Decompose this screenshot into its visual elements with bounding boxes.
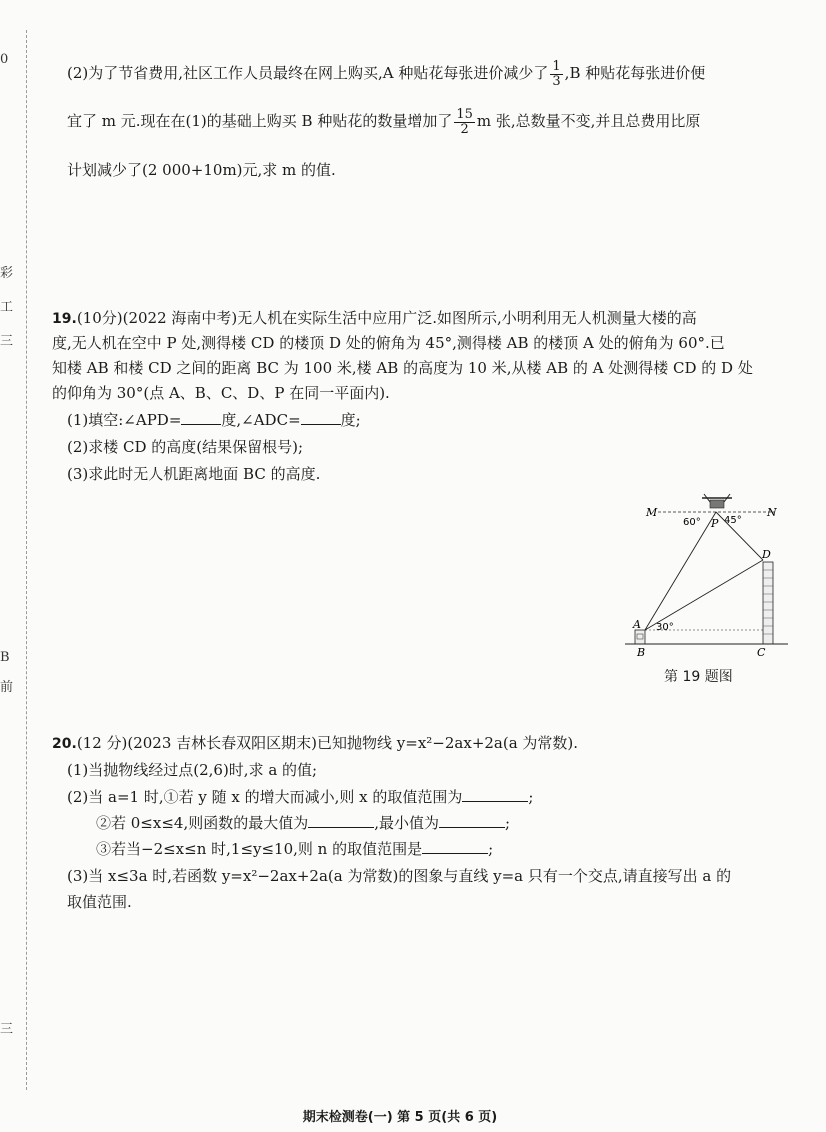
answer-blank[interactable] — [422, 841, 488, 854]
q19-sub2: (2)求楼 CD 的高度(结果保留根号); — [67, 438, 304, 456]
answer-blank[interactable] — [181, 412, 221, 425]
margin-mark: 三 — [0, 1022, 14, 1037]
angle-60-label: 60° — [683, 517, 701, 528]
q18-part2-line2: 宜了 m 元.现在在(1)的基础上购买 B 种贴花的数量增加了 $\frac{15}{2}$ m 张,总数量不变,并且总费用比原 — [67, 107, 701, 137]
margin-mark: B — [0, 650, 10, 665]
label-M: M — [646, 506, 658, 519]
q20-sub2-line3: ③若当−2≤x≤n 时,1≤y≤10,则 n 的取值范围是 ; — [96, 840, 494, 858]
label-B: B — [637, 646, 646, 659]
label-P: P — [711, 517, 719, 530]
q20-sub3-line1: (3)当 x≤3a 时,若函数 y=x²−2ax+2a(a 为常数)的图象与直线 y=a 只有一个交点,请直接写出 a 的 — [67, 867, 732, 885]
q19-sub3: (3)求此时无人机距离地面 BC 的高度. — [67, 465, 321, 483]
q20-sub3-line2: 取值范围. — [67, 893, 132, 911]
q19-line1: 19.(10分)(2022 海南中考)无人机在实际生活中应用广泛.如图所示,小明利用无人机测量大楼的高 — [52, 309, 697, 327]
margin-mark: 彩 — [0, 266, 14, 281]
drone-icon — [702, 494, 732, 508]
page-footer: 期末检测卷(一) 第 5 页(共 6 页) — [302, 1110, 498, 1125]
answer-blank[interactable] — [308, 815, 374, 828]
margin-mark: 0 — [0, 52, 9, 67]
q19-line3: 知楼 AB 和楼 CD 之间的距离 BC 为 100 米,楼 AB 的高度为 10 米,从楼 AB 的 A 处测得楼 CD 的 D 处 — [52, 359, 753, 377]
angle-30-label: 30° — [656, 622, 674, 633]
q20-line1: 20.(12 分)(2023 吉林长春双阳区期末)已知抛物线 y=x²−2ax+2a(a 为常数). — [52, 734, 579, 752]
q18-part2-line3: 计划减少了(2 000+10m)元,求 m 的值. — [67, 161, 336, 179]
label-D: D — [762, 548, 771, 561]
answer-blank[interactable] — [462, 789, 528, 802]
answer-blank[interactable] — [439, 815, 505, 828]
q19-sub1: (1)填空:∠APD= 度,∠ADC= 度; — [67, 411, 361, 429]
label-C: C — [757, 646, 766, 659]
q19-line4: 的仰角为 30°(点 A、B、C、D、P 在同一平面内). — [52, 384, 390, 402]
figure-caption: 第 19 题图 — [664, 669, 733, 685]
fraction: $\frac{1}{3}$ — [552, 59, 561, 89]
margin-mark: 三 — [0, 334, 14, 349]
margin-mark: 前 — [0, 680, 14, 695]
q20-sub2-line2: ②若 0≤x≤4,则函数的最大值为 ,最小值为 ; — [96, 814, 511, 832]
figure-19-diagram — [620, 490, 790, 660]
angle-45-label: 45° — [724, 515, 742, 526]
fraction: $\frac{15}{2}$ — [456, 107, 473, 137]
q18-part2-line1: (2)为了节省费用,社区工作人员最终在网上购买,A 种贴花每张进价减少了 $\frac{1}{3}$ ,B 种贴花每张进价便 — [67, 59, 706, 89]
binding-margin-line — [26, 30, 27, 1090]
margin-mark: 工 — [0, 300, 14, 315]
q20-sub1: (1)当抛物线经过点(2,6)时,求 a 的值; — [67, 761, 318, 779]
question-number: 19. — [52, 311, 77, 327]
q19-line2: 度,无人机在空中 P 处,测得楼 CD 的楼顶 D 处的俯角为 45°,测得楼 AB 的楼顶 A 处的俯角为 60°.已 — [52, 334, 725, 352]
answer-blank[interactable] — [301, 412, 341, 425]
question-number: 20. — [52, 736, 77, 752]
label-A: A — [633, 618, 641, 631]
label-N: N — [767, 506, 777, 519]
q20-sub2-line1: (2)当 a=1 时,①若 y 随 x 的增大而减小,则 x 的取值范围为 ; — [67, 788, 534, 806]
